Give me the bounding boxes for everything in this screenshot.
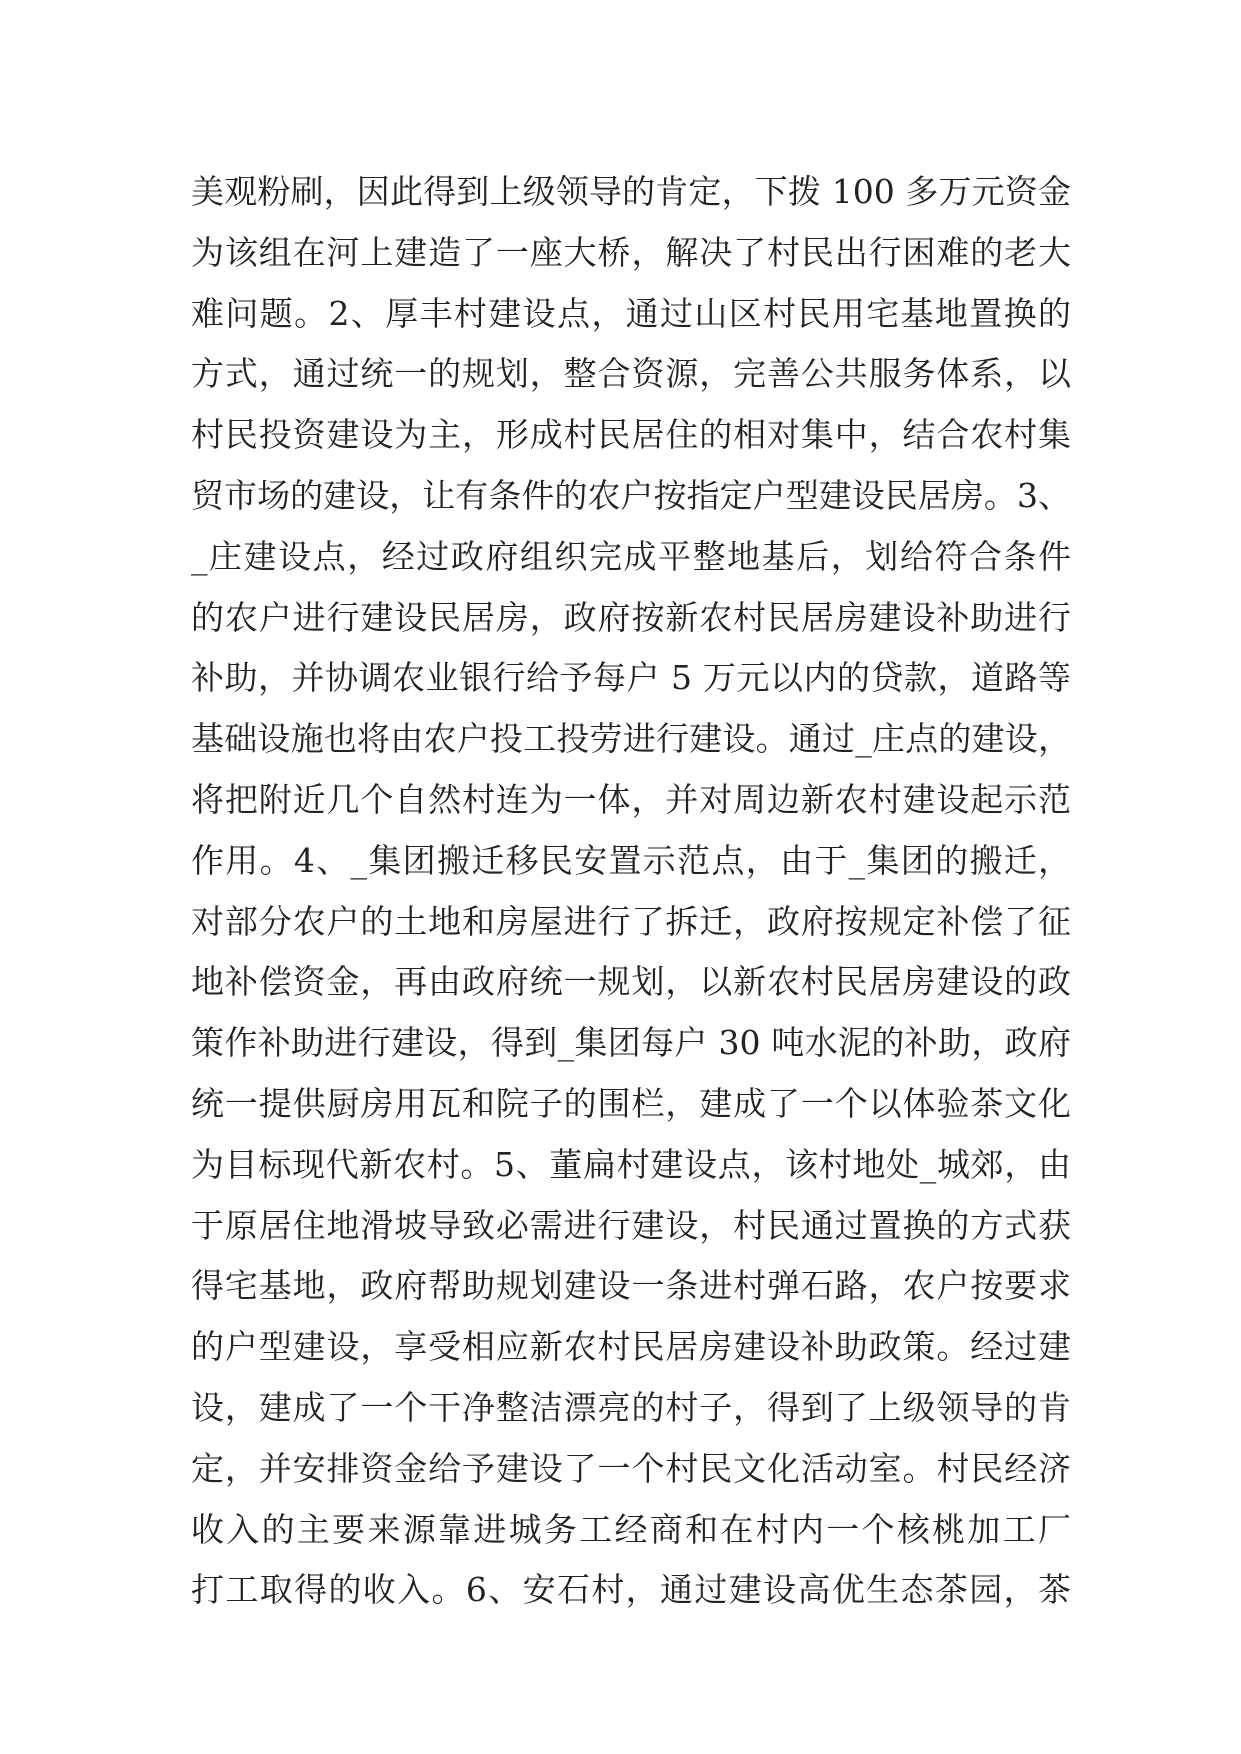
text-line: 为该组在河上建造了一座大桥，解决了村民出行困难的老大: [191, 232, 1071, 272]
text-line: 将把附近几个自然村连为一体，并对周边新农村建设起示范: [191, 779, 1071, 819]
text-line: 打工取得的收入。6、安石村，通过建设高优生态茶园，茶: [191, 1570, 1071, 1610]
text-line: 统一提供厨房用瓦和院子的围栏，建成了一个以体验茶文化: [191, 1083, 1071, 1123]
text-line: 得宅基地，政府帮助规划建设一条进村弹石路，农户按要求: [191, 1266, 1071, 1306]
text-line: 作用。4、_集团搬迁移民安置示范点，由于_集团的搬迁，: [191, 840, 1071, 880]
text-line: 于原居住地滑坡导致必需进行建设，村民通过置换的方式获: [191, 1205, 1071, 1245]
text-line: 的农户进行建设民居房，政府按新农村民居房建设补助进行: [191, 597, 1071, 637]
text-line: 对部分农户的土地和房屋进行了拆迁，政府按规定补偿了征: [191, 901, 1071, 941]
text-line: _庄建设点，经过政府组织完成平整地基后，划给符合条件: [191, 536, 1071, 576]
text-line: 方式，通过统一的规划，整合资源，完善公共服务体系，以: [191, 354, 1071, 394]
text-line: 收入的主要来源靠进城务工经商和在村内一个核桃加工厂: [191, 1509, 1071, 1549]
body-text: [191, 162, 1071, 1621]
text-line: 贸市场的建设，让有条件的农户按指定户型建设民居房。3、: [191, 475, 1071, 515]
text-line: 地补偿资金，再由政府统一规划，以新农村民居房建设的政: [191, 962, 1071, 1002]
text-line: 基础设施也将由农户投工投劳进行建设。通过_庄点的建设，: [191, 719, 1071, 759]
text-line: 补助，并协调农业银行给予每户 5 万元以内的贷款，道路等: [191, 658, 1071, 698]
text-line: 的户型建设，享受相应新农村民居房建设补助政策。经过建: [191, 1327, 1071, 1367]
text-line: 为目标现代新农村。5、董扁村建设点，该村地处_城郊，由: [191, 1144, 1071, 1184]
text-line: 策作补助进行建设，得到_集团每户 30 吨水泥的补助，政府: [191, 1023, 1071, 1063]
text-line: 村民投资建设为主，形成村民居住的相对集中，结合农村集: [191, 415, 1071, 455]
text-line: 难问题。2、厚丰村建设点，通过山区村民用宅基地置换的: [191, 293, 1071, 333]
text-line: 设，建成了一个干净整洁漂亮的村子，得到了上级领导的肯: [191, 1387, 1071, 1427]
text-line: 美观粉刷，因此得到上级领导的肯定，下拨 100 多万元资金: [191, 172, 1071, 211]
text-line: 定，并安排资金给予建设了一个村民文化活动室。村民经济: [191, 1448, 1071, 1488]
